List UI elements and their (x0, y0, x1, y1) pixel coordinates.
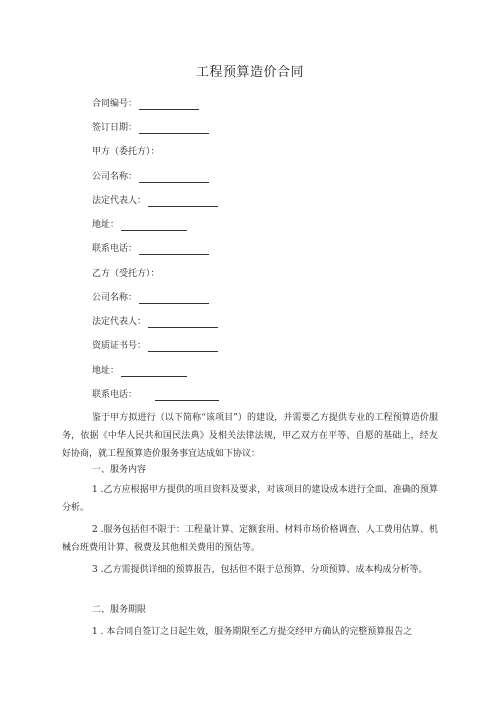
field-label: 合同编号： (92, 99, 138, 109)
field-party-b-company (92, 292, 209, 304)
field-label: 法定代表人： (92, 196, 147, 206)
field-party-a-heading (92, 146, 160, 158)
contract-number-blank[interactable] (139, 99, 199, 110)
party-b-license-blank[interactable] (148, 341, 218, 352)
party-a-representative-blank[interactable] (148, 196, 218, 207)
party-b-company-blank[interactable] (139, 293, 209, 304)
field-label: 资质证书号： (92, 341, 147, 351)
party-b-address-blank[interactable] (121, 366, 187, 377)
field-label: 甲方（委托方）： (92, 147, 160, 157)
party-a-company-blank[interactable] (139, 172, 209, 183)
field-label: 公司名称： (92, 172, 138, 182)
field-party-b-address (92, 365, 187, 377)
section1-item-2: 2 .服务包括但不限于：工程量计算、定额套用、材料市场价格调查、人工费用估算、机械台班费用计算、税费及其他相关费用的预估等。 (62, 525, 438, 553)
section1-item-3: 3 .乙方需提供详细的预算报告，包括但不限于总预算、分项预算、成本构成分析等。 (92, 565, 428, 575)
field-party-b-heading (92, 268, 160, 280)
field-label: 法定代表人： (92, 317, 147, 327)
section-heading-service-period: 二、服务期限 (92, 605, 147, 615)
field-label: 联系电话： (92, 244, 138, 254)
field-party-b-license (92, 340, 218, 352)
field-contract-number (92, 98, 199, 110)
party-b-representative-blank[interactable] (148, 317, 218, 328)
field-party-a-representative (92, 195, 218, 207)
field-party-a-address (92, 219, 187, 231)
party-a-address-blank[interactable] (121, 220, 187, 231)
section2-item-1: 1 . 本合同自签订之日起生效，服务期限至乙方提交经甲方确认的完整预算报告之 (92, 627, 413, 637)
document-title: 工程预算造价合同 (195, 65, 304, 80)
section-heading-service-content: 一、服务内容 (92, 465, 147, 475)
party-b-phone-blank[interactable] (155, 390, 219, 401)
field-label: 地址： (92, 220, 120, 230)
field-label: 地址： (92, 366, 120, 376)
section1-item-1: 1 .乙方应根据甲方提供的项目资料及要求，对该项目的建设成本进行全面、准确的预算分析。 (62, 485, 438, 513)
field-label: 签订日期： (92, 123, 138, 133)
field-party-b-phone (92, 389, 219, 401)
intro-paragraph: 鉴于甲方拟进行（以下简称“该项目”）的建设，并需要乙方提供专业的工程预算造价服务，依据《中华人民共和国民法典》及相关法律法规，甲乙双方在平等、自愿的基础上，经友好协商，就工程预算造价服务事宜达成如下协议： (62, 413, 438, 459)
field-party-b-representative (92, 316, 218, 328)
field-label: 乙方（受托方）： (92, 269, 160, 279)
party-a-phone-blank[interactable] (139, 244, 209, 255)
field-party-a-company (92, 171, 209, 183)
field-sign-date (92, 122, 209, 134)
sign-date-blank[interactable] (139, 123, 209, 134)
field-label: 公司名称： (92, 293, 138, 303)
field-label: 联系电话： (92, 390, 138, 400)
field-party-a-phone (92, 243, 209, 255)
